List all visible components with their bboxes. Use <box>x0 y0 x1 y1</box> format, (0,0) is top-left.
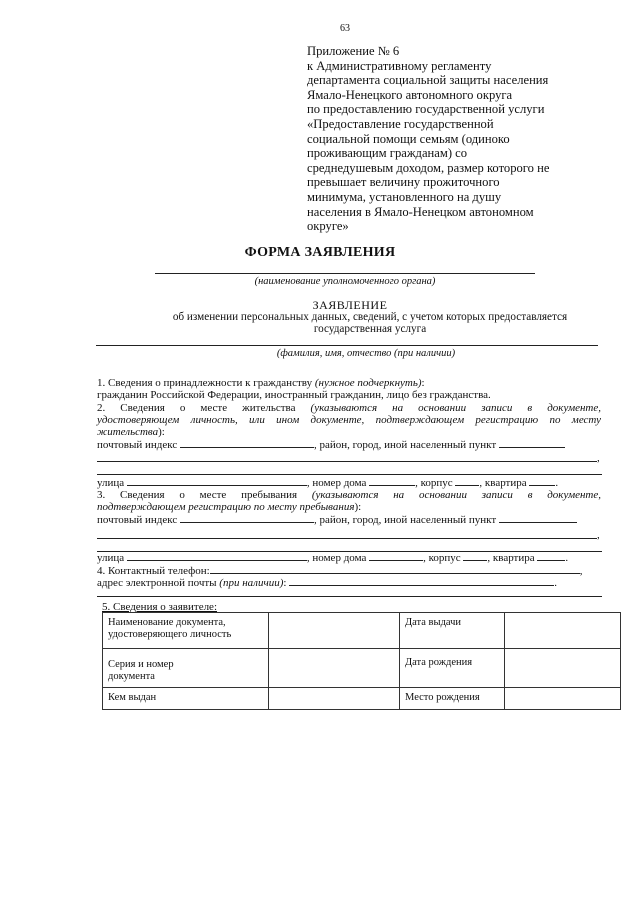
section3-house-field[interactable] <box>369 551 423 561</box>
table-cell-label: Дата выдачи <box>400 613 505 649</box>
section3-hint-end: ): <box>354 501 362 513</box>
section3-hint-line2-row <box>97 501 361 513</box>
section2-hint-end: ): <box>158 426 165 438</box>
section3-period: . <box>565 552 569 564</box>
document-name-field[interactable] <box>269 613 400 649</box>
section1-hint: (нужное подчеркнуть) <box>314 377 422 389</box>
section3-postal-label: почтовый индекс <box>97 514 178 526</box>
section3-heading-line <box>97 489 601 501</box>
fio-caption: (фамилия, имя, отчество (при наличии) <box>276 348 456 359</box>
section4-email-row <box>97 576 557 589</box>
section2-postal-field[interactable] <box>180 438 314 448</box>
form-title: ФОРМА ЗАЯВЛЕНИЯ <box>244 245 396 260</box>
appendix-line: Приложение № 6 <box>307 44 400 58</box>
section3-apartment-label: , квартира <box>487 552 535 564</box>
section2-hint-line1: (указываются на основании записи в документе, <box>310 402 601 414</box>
appendix-line: по предоставлению государственной услуги <box>307 102 545 117</box>
section4-comma: , <box>579 565 583 577</box>
section2-street-label: улица <box>97 477 125 489</box>
section2-address-line-2[interactable] <box>97 474 602 475</box>
section2-house-label: , номер дома <box>306 477 367 489</box>
page-number: 63 <box>340 23 350 34</box>
section2-street-field[interactable] <box>127 476 307 486</box>
table-cell-label: Дата рождения <box>400 649 505 688</box>
row-label-line: документа <box>108 671 155 682</box>
section2-hint-line3-row <box>97 426 165 438</box>
row-label-line: Серия и номер <box>108 659 174 670</box>
section2-period: . <box>555 477 559 489</box>
section2-hint-line3: жительства <box>97 426 159 438</box>
appendix-line: округе» <box>307 219 349 234</box>
section2-building-field[interactable] <box>455 476 479 486</box>
section2-address-line[interactable] <box>97 461 597 462</box>
table-cell-label <box>103 649 269 688</box>
section4-email-label: адрес электронной почты <box>97 577 217 589</box>
section2-hint-line2: удостоверяющем личность, или ином документе, подтверждающем регистрацию по месту <box>97 414 601 426</box>
applicant-table <box>102 612 621 710</box>
table-row <box>103 649 621 688</box>
section2-district-field[interactable] <box>499 438 565 448</box>
table-cell-label: Место рождения <box>400 688 505 710</box>
section3-street-row <box>97 551 568 564</box>
statement-subtitle-line2: государственная услуга <box>313 323 427 335</box>
authority-line[interactable] <box>155 273 535 274</box>
section4-period: . <box>554 577 557 589</box>
appendix-line: социальной помощи семьям (одиноко <box>307 131 510 146</box>
section3-hint-line2: подтверждающем регистрацию по месту пребывания <box>97 501 355 513</box>
section3-hint-line1: (указываются на основании записи в документе, <box>311 489 601 501</box>
table-row <box>103 688 621 710</box>
section3-apartment-field[interactable] <box>537 551 565 561</box>
section2-district-label: , район, город, иной населенный пункт <box>313 439 497 451</box>
appendix-line: «Предоставление государственной <box>307 116 494 131</box>
row-label-line: удостоверяющего личность <box>108 629 232 640</box>
table-cell-label <box>103 613 269 649</box>
issued-by-field[interactable] <box>269 688 400 710</box>
section2-heading: 2. Сведения о месте жительства <box>97 402 296 414</box>
section2-postal-row <box>97 438 565 451</box>
section3-district-field[interactable] <box>499 513 577 523</box>
appendix-line: проживающим гражданам) со <box>307 146 468 161</box>
section4-email-hint: (при наличии) <box>219 577 284 589</box>
section4-extra-line[interactable] <box>97 596 602 597</box>
appendix-line: департамента социальной защиты населения <box>307 73 549 88</box>
series-number-field[interactable] <box>269 649 400 688</box>
table-row <box>103 613 621 649</box>
appendix-line: к Административному регламенту <box>307 58 492 73</box>
appendix-line: минимума, установленного на душу <box>307 189 502 204</box>
section3-address-comma: , <box>597 529 600 541</box>
appendix-line: превышает величину прожиточного <box>307 175 500 190</box>
section4-phone-label: 4. Контактный телефон: <box>97 565 210 577</box>
section3-postal-row <box>97 513 577 526</box>
section2-street-row <box>97 476 558 489</box>
section2-building-label: , корпус <box>415 477 453 489</box>
appendix-line: Ямало-Ненецкого автономного округа <box>307 87 513 102</box>
issue-date-field[interactable] <box>505 613 621 649</box>
authority-caption: (наименование уполномоченного органа) <box>254 276 436 287</box>
section3-heading: 3. Сведения о месте пребывания <box>97 489 298 501</box>
birth-place-field[interactable] <box>505 688 621 710</box>
section3-street-label: улица <box>97 552 125 564</box>
row-label-line: Наименование документа, <box>108 617 226 628</box>
section4-phone-field[interactable] <box>210 564 580 574</box>
section4-email-field[interactable] <box>289 576 554 586</box>
section2-postal-label: почтовый индекс <box>97 439 178 451</box>
appendix-line: населения в Ямало-Ненецком автономном <box>307 204 534 219</box>
section3-postal-field[interactable] <box>180 513 314 523</box>
section2-apartment-label: , квартира <box>479 477 527 489</box>
section2-address-comma: , <box>597 452 600 464</box>
section1-heading-text: 1. Сведения о принадлежности к гражданству <box>97 377 313 389</box>
birth-date-field[interactable] <box>505 649 621 688</box>
section5-heading: 5. Сведения о заявителе: <box>102 601 218 613</box>
section2-apartment-field[interactable] <box>529 476 555 486</box>
section3-house-label: , номер дома <box>306 552 367 564</box>
section3-address-line[interactable] <box>97 538 597 539</box>
section1-colon: : <box>421 377 425 389</box>
section1-heading <box>97 377 425 389</box>
section3-street-field[interactable] <box>127 551 307 561</box>
section3-building-field[interactable] <box>463 551 487 561</box>
section3-district-label: , район, город, иной населенный пункт <box>313 514 497 526</box>
section3-building-label: , корпус <box>423 552 461 564</box>
section2-house-field[interactable] <box>369 476 415 486</box>
section1-options[interactable]: гражданин Российской Федерации, иностранный гражданин, лицо без гражданства. <box>97 389 491 401</box>
section2-heading-line <box>97 402 601 414</box>
section4-email-colon: : <box>283 577 287 589</box>
statement-subtitle-line1: об изменении персональных данных, сведений, с учетом которых предоставляется <box>172 311 568 323</box>
table-cell-label: Кем выдан <box>103 688 269 710</box>
appendix-line: среднедушевым доходом, размер которого не <box>307 160 550 175</box>
fio-line[interactable] <box>96 345 598 346</box>
statement-title: ЗАЯВЛЕНИЕ <box>312 298 388 312</box>
appendix-header <box>307 44 549 234</box>
